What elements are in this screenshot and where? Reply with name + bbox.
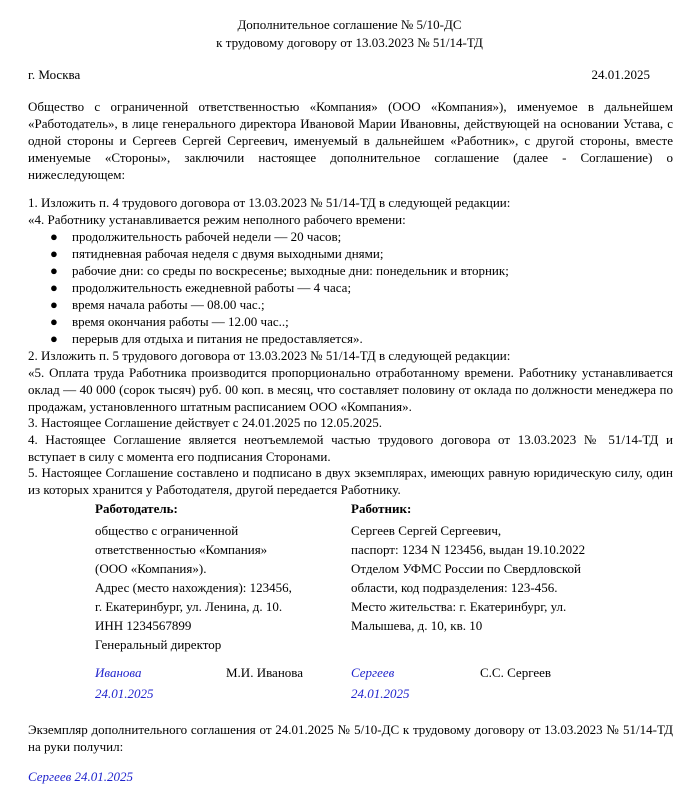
- employer-line: г. Екатеринбург, ул. Ленина, д. 10.: [95, 599, 283, 614]
- employer-line: ответственностью «Компания»: [95, 542, 268, 557]
- employee-line: паспорт: 1234 N 123456, выдан 19.10.2022: [351, 542, 586, 557]
- bullet-icon: ●: [50, 314, 58, 329]
- item2-line: «5. Оплата труда Работника производится пропорционально отработанному времени. Работнику устанавливается: [28, 365, 673, 380]
- employee-line: области, код подразделения: 123-456.: [351, 580, 558, 595]
- intro-line: Общество с ограниченной ответственностью «Компания» (ООО «Компания»), именуемое в дальнейшем: [28, 99, 673, 114]
- item5-line: из которых хранится у Работодателя, другой передается Работнику.: [28, 482, 401, 497]
- bullet-icon: ●: [50, 331, 58, 346]
- intro-line: именуемые «Стороны», заключили настоящее дополнительное соглашение (далее - Соглашение) о: [28, 150, 673, 165]
- item2-line: продажам, установленного штатным расписанием ООО «Компания».: [28, 399, 412, 414]
- employer-heading: Работодатель:: [95, 501, 178, 516]
- receipt-line: на руки получил:: [28, 739, 124, 754]
- receipt-line: Экземпляр дополнительного соглашения от 24.01.2025 № 5/10-ДС к трудовому договору от 13.03.2023 № 51/14-ТД: [28, 722, 673, 737]
- item4-line: 4. Настоящее Соглашение является неотъемлемой частью трудового договора от 13.03.2023 № 51/14-ТД и: [28, 432, 673, 447]
- employee-line: Отделом УФМС России по Свердловской: [351, 561, 582, 576]
- employer-name: М.И. Иванова: [226, 665, 304, 680]
- bullet-icon: ●: [50, 263, 58, 278]
- employee-heading: Работник:: [351, 501, 412, 516]
- employee-name: С.С. Сергеев: [480, 665, 552, 680]
- employee-line: Сергеев Сергей Сергеевич,: [351, 523, 502, 538]
- doc-title-line1: Дополнительное соглашение № 5/10-ДС: [237, 17, 462, 32]
- item2-line: оклад — 40 000 (сорок тысяч) руб. 00 коп. в месяц, что составляет половину от оклада по должности менеджера по: [28, 382, 673, 397]
- item2-paragraph: [28, 364, 673, 415]
- employer-sign-date: 24.01.2025: [95, 686, 154, 701]
- employee-details: [351, 521, 585, 635]
- item5-line: 5. Настоящее Соглашение составлено и подписано в двух экземплярах, имеющих равную юридическую силу, один: [28, 465, 673, 480]
- intro-line: «Работодатель», в лице генерального директора Ивановой Марии Ивановны, действующей на основании Устава, с: [28, 116, 673, 131]
- bullet-icon: ●: [50, 229, 58, 244]
- bullet-icon: ●: [50, 297, 58, 312]
- employee-line: Место жительства: г. Екатеринбург, ул.: [351, 599, 567, 614]
- doc-title-line2: к трудовому договору от 13.03.2023 № 51/14-ТД: [216, 35, 483, 50]
- item4-line: вступает в силу с момента его подписания Сторонами.: [28, 449, 331, 464]
- employer-line: (ООО «Компания»).: [95, 561, 207, 576]
- bullet-icon: ●: [50, 280, 58, 295]
- receipt-signature: Сергеев 24.01.2025: [28, 769, 134, 784]
- receipt-paragraph: [28, 721, 673, 755]
- item5-paragraph: [28, 464, 673, 498]
- item4-paragraph: [28, 431, 673, 465]
- bullet-icon: ●: [50, 246, 58, 261]
- employer-line: общество с ограниченной: [95, 523, 239, 538]
- doc-date: 24.01.2025: [591, 67, 650, 82]
- employer-line: ИНН 1234567899: [95, 618, 192, 633]
- employer-signature: Иванова: [95, 665, 142, 680]
- item3: 3. Настоящее Соглашение действует с 24.01.2025 по 12.05.2025.: [28, 415, 383, 430]
- employee-sign-date: 24.01.2025: [351, 686, 410, 701]
- employee-signature: Сергеев: [351, 665, 395, 680]
- item1-heading: 1. Изложить п. 4 трудового договора от 13.03.2023 № 51/14-ТД в следующей редакции:: [28, 195, 511, 210]
- intro-paragraph: [28, 98, 673, 183]
- employee-line: Малышева, д. 10, кв. 10: [351, 618, 483, 633]
- employer-line: Адрес (место нахождения): 123456,: [95, 580, 292, 595]
- item2-heading: 2. Изложить п. 5 трудового договора от 13.03.2023 № 51/14-ТД в следующей редакции:: [28, 348, 511, 363]
- intro-line: одной стороны и Сергеев Сергей Сергеевич, именуемый в дальнейшем «Работник», с другой стороны, вместе: [28, 133, 673, 148]
- employer-position: Генеральный директор: [95, 637, 222, 652]
- doc-city: г. Москва: [28, 67, 81, 82]
- document-page: Дополнительное соглашение № 5/10-ДС к трудовому договору от 13.03.2023 № 51/14-ТД г. Москва 24.01.2025 Общество с ограниченной ответственностью «Компания» (ООО «Компания»), именуемое в дальнейшем «Работодатель», в лице генерального директора Ивановой Марии Ивановны, действующей на основании Устава, с одной стороны и Сергеев Сергей Сергеевич, именуемый в дальнейшем «Работник», с другой стороны, вместе именуемые «Стороны», заключили настоящее дополнительное соглашение (далее - Соглашение) о нижеследующем: 1. Изложить п. 4 трудового договора от 13.03.2023 № 51/14-ТД в следующей редакции: «4. Работнику устанавливается режим неполного рабочего времени: ● продолжительность рабочей недели — 20 часов; ● пятидневная рабочая неделя с двумя выходными днями; ● рабочие дни: со среды по воскресенье; выходные дни: понедельник и вторник; ● продолжительность ежедневной работы — 4 часа; ● время начала работы — 08.00 час.; ● время окончания работы — 12.00 час..; ● перерыв для отдыха и питания не предоставляется». 2. Изложить п. 5 трудового договора от 13.03.2023 № 51/14-ТД в следующей редакции: «5. Оплата труда Работника производится пропорционально отработанному времени. Работнику устанавливается оклад — 40 000 (сорок тысяч) руб. 00 коп. в месяц, что составляет половину от оклада по должности менеджера по продажам, установленного штатным расписанием ООО «Компания». 3. Настоящее Соглашение действует с 24.01.2025 по 12.05.2025. 4. Настоящее Соглашение является неотъемлемой частью трудового договора от 13.03.2023 № 51/14-ТД и вступает в силу с момента его подписания Сторонами. 5. Настоящее Соглашение составлено и подписано в двух экземплярах, имеющих равную юридическую силу, один из которых хранится у Работодателя, другой передается Работнику. Работодатель: общество с ограниченной ответственностью «Компания» (ООО «Компания»). Адрес (место нахождения): 123456, г. Екатеринбург, ул. Ленина, д. 10. ИНН 1234567899 Генеральный директор Иванова М.И. Иванова 24.01.2025 Работник: Сергеев Сергей Сергеевич, паспорт: 1234 N 123456, выдан 19.10.2022 Отделом УФМС России по Свердловской области, код подразделения: 123-456. Место жительства: г. Екатеринбург, ул. Малышева, д. 10, кв. 10 Сергеев С.С. Сергеев 24.01.2025 Экземпляр дополнительного соглашения от 24.01.2025 № 5/10-ДС к трудовому договору от 13.03.2023 № 51/14-ТД на руки получил: Сергеев 24.01.2025: [0, 0, 699, 800]
- intro-line: нижеследующем:: [28, 167, 126, 182]
- employer-details: [95, 521, 292, 635]
- item1-quote: «4. Работнику устанавливается режим неполного рабочего времени:: [28, 212, 406, 227]
